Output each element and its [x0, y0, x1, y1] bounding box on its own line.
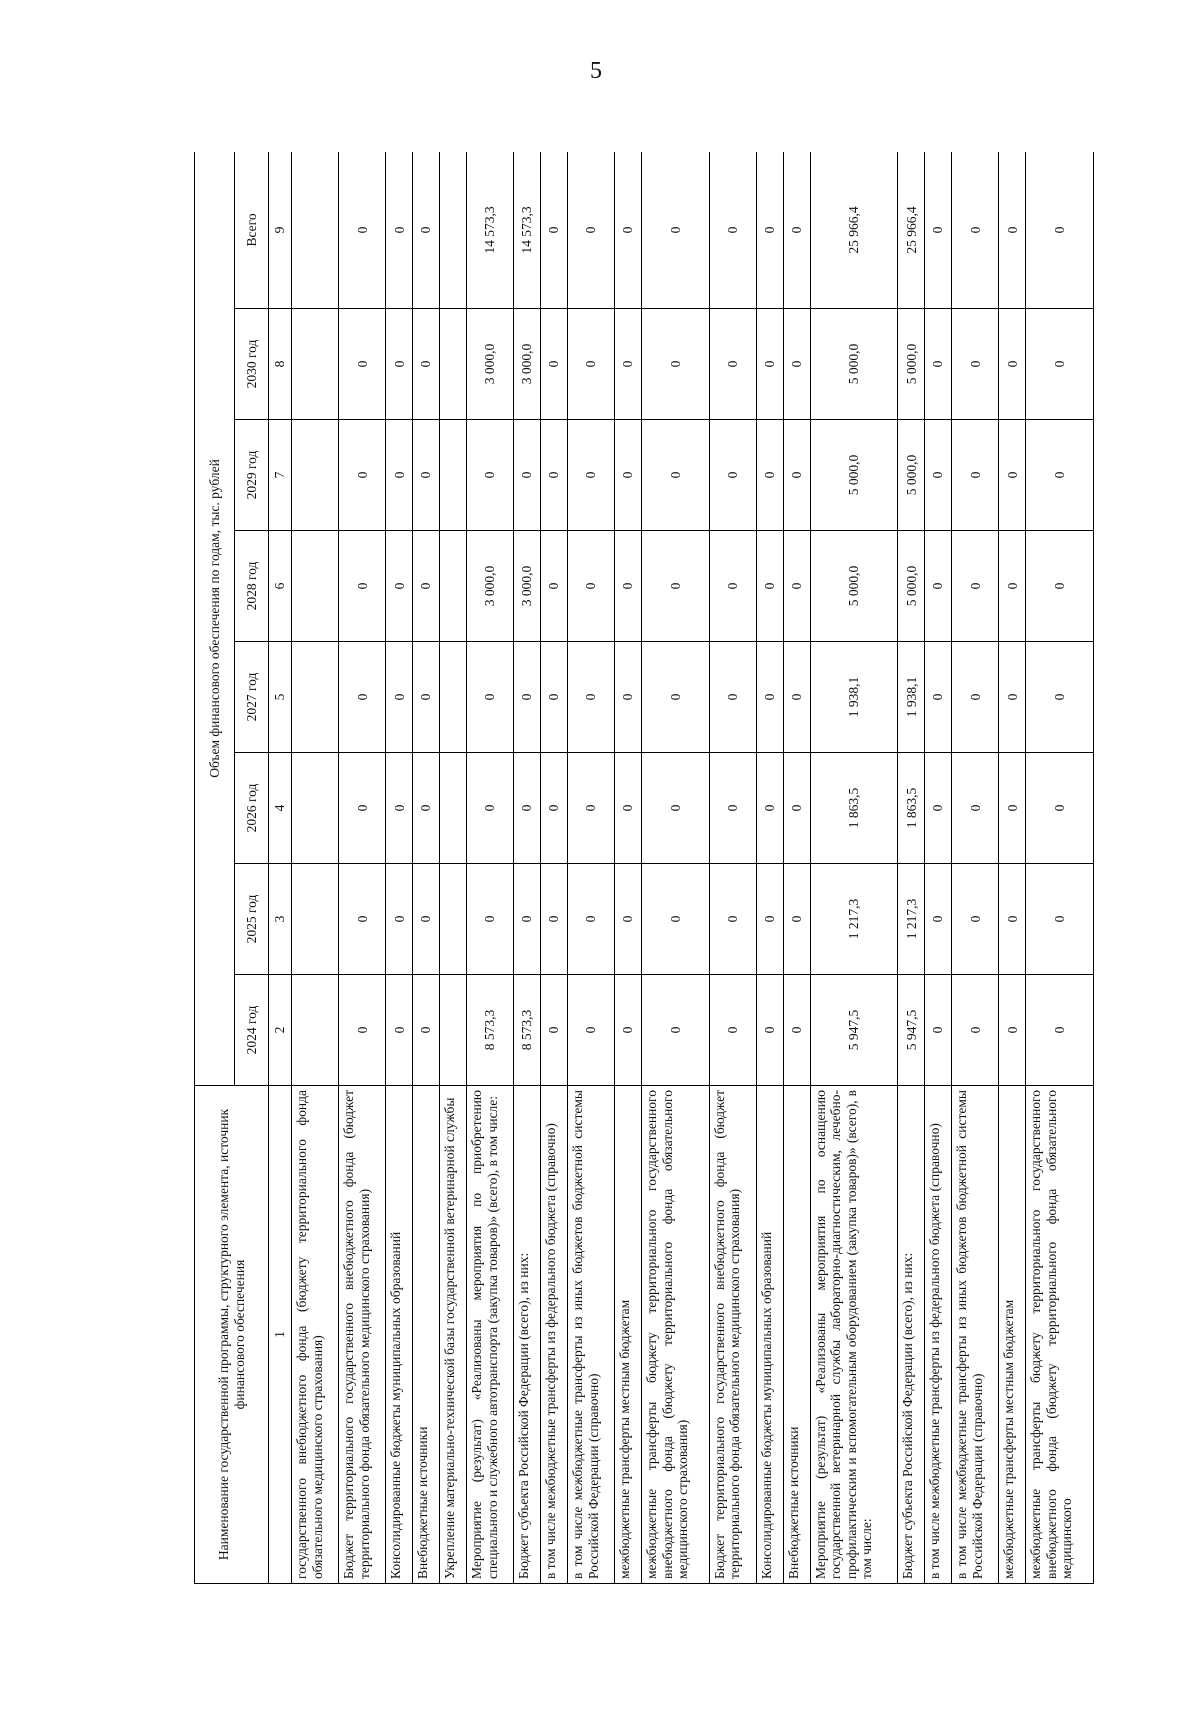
- table-row: [292, 152, 339, 1584]
- row-value: 0: [413, 753, 440, 864]
- row-value: 0: [756, 152, 783, 309]
- row-value: 0: [541, 152, 568, 309]
- table-row: [642, 152, 710, 1584]
- column-number: 4: [269, 753, 292, 864]
- financing-table: [194, 152, 1094, 1584]
- row-value: 0: [541, 420, 568, 531]
- row-value: 0: [642, 753, 710, 864]
- row-value: 0: [386, 152, 413, 309]
- table-row: [810, 152, 898, 1584]
- row-value: 0: [952, 309, 999, 420]
- row-value: 0: [709, 864, 756, 975]
- row-value: 0: [642, 309, 710, 420]
- row-value: 0: [386, 753, 413, 864]
- table-row: [999, 152, 1026, 1584]
- table-row: [514, 152, 541, 1584]
- table-row: [467, 152, 514, 1584]
- row-value: 5 000,0: [810, 309, 898, 420]
- row-value: 0: [615, 864, 642, 975]
- row-value: 0: [925, 753, 952, 864]
- year-header: 2025 год: [235, 864, 269, 975]
- row-value: 0: [756, 309, 783, 420]
- row-value: 0: [709, 420, 756, 531]
- row-value: 0: [467, 420, 514, 531]
- row-value: 5 000,0: [898, 531, 925, 642]
- year-header: 2030 год: [235, 309, 269, 420]
- row-value: 25 966,4: [810, 152, 898, 309]
- year-header: 2026 год: [235, 753, 269, 864]
- column-number: 6: [269, 531, 292, 642]
- row-value: 0: [952, 152, 999, 309]
- row-value: 1 863,5: [898, 753, 925, 864]
- row-value: 0: [1026, 420, 1094, 531]
- row-value: 0: [567, 531, 614, 642]
- row-name: Внебюджетные источники: [783, 1086, 810, 1584]
- row-value: 0: [952, 642, 999, 753]
- year-header: 2028 год: [235, 531, 269, 642]
- table-row: [783, 152, 810, 1584]
- row-value: 0: [783, 975, 810, 1086]
- row-value: 0: [783, 531, 810, 642]
- row-value: 0: [952, 753, 999, 864]
- row-value: 0: [1026, 152, 1094, 309]
- row-value: 0: [615, 420, 642, 531]
- row-value: 0: [467, 864, 514, 975]
- row-name: Внебюджетные источники: [413, 1086, 440, 1584]
- row-value: 0: [541, 642, 568, 753]
- row-value: 0: [567, 753, 614, 864]
- row-name: в том числе межбюджетные трансферты из иных бюджетов бюджетной системы Российской Федерации (справочно): [567, 1086, 614, 1584]
- row-name: межбюджетные трансферты бюджету территориального государственного внебюджетного фонда (бюджету территориального фонда обязательного медицинского: [1026, 1086, 1094, 1584]
- row-value: 0: [386, 642, 413, 753]
- row-value: 0: [999, 531, 1026, 642]
- table-body: [292, 152, 1094, 1584]
- row-name: Консолидированные бюджеты муниципальных образований: [756, 1086, 783, 1584]
- row-name: межбюджетные трансферты местным бюджетам: [999, 1086, 1026, 1584]
- row-value: [292, 152, 339, 309]
- row-value: 0: [413, 642, 440, 753]
- row-value: 0: [413, 531, 440, 642]
- row-value: 0: [541, 753, 568, 864]
- row-value: 0: [756, 975, 783, 1086]
- row-value: 5 000,0: [810, 531, 898, 642]
- row-value: 0: [756, 420, 783, 531]
- row-value: 0: [467, 753, 514, 864]
- row-value: 0: [413, 864, 440, 975]
- row-name: Бюджет субъекта Российской Федерации (всего), из них:: [898, 1086, 925, 1584]
- row-value: 0: [339, 309, 386, 420]
- row-value: [440, 309, 467, 420]
- row-value: [292, 753, 339, 864]
- row-value: 5 000,0: [898, 420, 925, 531]
- row-name: Укрепление материально-технической базы государственной ветеринарной службы: [440, 1086, 467, 1584]
- row-name: межбюджетные трансферты местным бюджетам: [615, 1086, 642, 1584]
- row-name: в том числе межбюджетные трансферты из иных бюджетов бюджетной системы Российской Федерации (справочно): [952, 1086, 999, 1584]
- row-value: [292, 864, 339, 975]
- row-value: 14 573,3: [514, 152, 541, 309]
- row-value: 0: [709, 975, 756, 1086]
- row-value: 0: [925, 531, 952, 642]
- table-row: [952, 152, 999, 1584]
- row-value: 0: [952, 531, 999, 642]
- row-value: [440, 642, 467, 753]
- row-value: 0: [783, 753, 810, 864]
- row-value: 0: [756, 642, 783, 753]
- row-value: 0: [642, 975, 710, 1086]
- row-value: 0: [925, 864, 952, 975]
- row-value: 14 573,3: [467, 152, 514, 309]
- row-value: 0: [514, 642, 541, 753]
- row-value: 0: [467, 642, 514, 753]
- row-value: 8 573,3: [467, 975, 514, 1086]
- table-row: [339, 152, 386, 1584]
- row-value: 0: [999, 753, 1026, 864]
- row-value: 0: [514, 420, 541, 531]
- table-row: [541, 152, 568, 1584]
- row-value: [440, 531, 467, 642]
- row-value: 0: [541, 975, 568, 1086]
- year-header: 2024 год: [235, 975, 269, 1086]
- row-name: Бюджет территориального государственного внебюджетного фонда (бюджет территориального фонда обязательного медицинского страхования): [709, 1086, 756, 1584]
- column-number: 1: [269, 1086, 292, 1584]
- row-value: 0: [1026, 642, 1094, 753]
- row-value: 0: [541, 531, 568, 642]
- row-value: 0: [756, 864, 783, 975]
- row-value: 0: [615, 975, 642, 1086]
- row-value: [292, 642, 339, 753]
- table-row: [709, 152, 756, 1584]
- row-value: 0: [642, 642, 710, 753]
- row-value: [440, 864, 467, 975]
- row-name: Консолидированные бюджеты муниципальных образований: [386, 1086, 413, 1584]
- row-value: 0: [567, 975, 614, 1086]
- row-value: 0: [386, 864, 413, 975]
- row-value: 0: [925, 420, 952, 531]
- row-value: 0: [999, 642, 1026, 753]
- row-value: 0: [386, 420, 413, 531]
- row-value: 0: [339, 753, 386, 864]
- column-number: 9: [269, 152, 292, 309]
- row-name: межбюджетные трансферты бюджету территориального государственного внебюджетного фонда (бюджету территориального фонда обязательного медицинского страхования): [642, 1086, 710, 1584]
- row-value: 0: [783, 309, 810, 420]
- row-value: 1 938,1: [810, 642, 898, 753]
- year-header: Всего: [235, 152, 269, 309]
- row-value: 0: [541, 309, 568, 420]
- row-value: 0: [709, 309, 756, 420]
- table-row: [1026, 152, 1094, 1584]
- row-name: в том числе межбюджетные трансферты из федерального бюджета (справочно): [925, 1086, 952, 1584]
- row-value: 1 938,1: [898, 642, 925, 753]
- row-value: 0: [1026, 309, 1094, 420]
- year-header: 2029 год: [235, 420, 269, 531]
- row-value: 5 947,5: [810, 975, 898, 1086]
- year-header: 2027 год: [235, 642, 269, 753]
- row-value: 3 000,0: [514, 531, 541, 642]
- row-value: 0: [783, 152, 810, 309]
- table-row: [567, 152, 614, 1584]
- row-value: 3 000,0: [467, 309, 514, 420]
- column-number: 3: [269, 864, 292, 975]
- row-value: 0: [642, 420, 710, 531]
- row-value: 0: [999, 864, 1026, 975]
- row-value: 1 863,5: [810, 753, 898, 864]
- column-number: 5: [269, 642, 292, 753]
- row-value: 0: [567, 309, 614, 420]
- row-value: 0: [615, 531, 642, 642]
- row-value: 0: [709, 152, 756, 309]
- row-value: 0: [567, 420, 614, 531]
- row-value: 1 217,3: [898, 864, 925, 975]
- row-value: 8 573,3: [514, 975, 541, 1086]
- row-value: 0: [615, 152, 642, 309]
- row-value: 0: [567, 864, 614, 975]
- column-number: 8: [269, 309, 292, 420]
- row-value: 0: [413, 309, 440, 420]
- row-name: Мероприятие (результат) «Реализованы мероприятия по оснащению государственной ветеринарной службы лабораторно-диагностическим, лечебно-профилактическим и вспомогательным оборудованием (закупка товаров)» (всего), в том числе:: [810, 1086, 898, 1584]
- table-row: [756, 152, 783, 1584]
- row-value: 0: [1026, 975, 1094, 1086]
- row-value: 0: [709, 642, 756, 753]
- row-name: Мероприятие (результат) «Реализованы мероприятия по приобретению специального и служебного автотранспорта (закупка товаров)» (всего), в том числе:: [467, 1086, 514, 1584]
- row-value: 0: [1026, 864, 1094, 975]
- row-value: 0: [339, 975, 386, 1086]
- row-value: 0: [952, 420, 999, 531]
- row-value: 0: [925, 309, 952, 420]
- row-value: 0: [1026, 531, 1094, 642]
- row-value: 0: [413, 420, 440, 531]
- table-row: [386, 152, 413, 1584]
- row-value: 3 000,0: [467, 531, 514, 642]
- row-value: 0: [783, 420, 810, 531]
- row-value: 0: [642, 531, 710, 642]
- row-value: 0: [386, 531, 413, 642]
- row-value: 0: [615, 309, 642, 420]
- row-value: 0: [567, 642, 614, 753]
- row-value: 0: [999, 152, 1026, 309]
- row-value: [440, 420, 467, 531]
- row-name: Бюджет территориального государственного внебюджетного фонда (бюджет территориального фонда обязательного медицинского страхования): [339, 1086, 386, 1584]
- row-value: 0: [709, 531, 756, 642]
- row-value: 0: [925, 152, 952, 309]
- row-value: 1 217,3: [810, 864, 898, 975]
- row-value: [440, 152, 467, 309]
- column-number: 7: [269, 420, 292, 531]
- row-value: 0: [514, 753, 541, 864]
- row-value: 25 966,4: [898, 152, 925, 309]
- table-row: [413, 152, 440, 1584]
- row-value: 0: [339, 864, 386, 975]
- row-value: 0: [615, 753, 642, 864]
- row-name: Бюджет субъекта Российской Федерации (всего), из них:: [514, 1086, 541, 1584]
- row-value: 0: [999, 309, 1026, 420]
- table-row: [925, 152, 952, 1584]
- row-value: 0: [756, 531, 783, 642]
- row-name: государственного внебюджетного фонда (бюджету территориального фонда обязательного медицинского страхования): [292, 1086, 339, 1584]
- row-value: [292, 309, 339, 420]
- row-value: 0: [386, 309, 413, 420]
- rotated-table-block: [194, 152, 1094, 1584]
- row-value: 0: [1026, 753, 1094, 864]
- volume-column-header: Объем финансового обеспечения по годам, тыс. рублей: [195, 152, 235, 1086]
- table-row: [615, 152, 642, 1584]
- row-value: 0: [925, 642, 952, 753]
- row-value: 0: [413, 152, 440, 309]
- row-value: 0: [999, 420, 1026, 531]
- row-value: 3 000,0: [514, 309, 541, 420]
- row-value: 0: [339, 420, 386, 531]
- row-value: [440, 753, 467, 864]
- row-value: 0: [339, 642, 386, 753]
- row-value: 0: [642, 152, 710, 309]
- table-row: [898, 152, 925, 1584]
- row-value: 0: [783, 864, 810, 975]
- row-value: [440, 975, 467, 1086]
- row-value: 0: [514, 864, 541, 975]
- row-value: 0: [567, 152, 614, 309]
- column-number: 2: [269, 975, 292, 1086]
- row-value: 5 000,0: [810, 420, 898, 531]
- table-container: [194, 152, 1094, 1584]
- row-value: 0: [709, 753, 756, 864]
- row-value: 0: [999, 975, 1026, 1086]
- row-name: в том числе межбюджетные трансферты из федерального бюджета (справочно): [541, 1086, 568, 1584]
- row-value: 5 000,0: [898, 309, 925, 420]
- row-value: [292, 975, 339, 1086]
- row-value: [292, 531, 339, 642]
- row-value: 0: [339, 531, 386, 642]
- name-column-header: Наименование государственной программы, структурного элемента, источник финансового обеспечения: [195, 1086, 269, 1584]
- row-value: 0: [756, 753, 783, 864]
- row-value: 5 947,5: [898, 975, 925, 1086]
- row-value: [292, 420, 339, 531]
- column-numbers-row: [269, 152, 292, 1584]
- row-value: 0: [642, 864, 710, 975]
- row-value: 0: [541, 864, 568, 975]
- row-value: 0: [339, 152, 386, 309]
- row-value: 0: [413, 975, 440, 1086]
- table-row: [440, 152, 467, 1584]
- row-value: 0: [925, 975, 952, 1086]
- row-value: 0: [386, 975, 413, 1086]
- row-value: 0: [615, 642, 642, 753]
- page-number: 5: [590, 58, 602, 84]
- row-value: 0: [952, 975, 999, 1086]
- row-value: 0: [952, 864, 999, 975]
- row-value: 0: [783, 642, 810, 753]
